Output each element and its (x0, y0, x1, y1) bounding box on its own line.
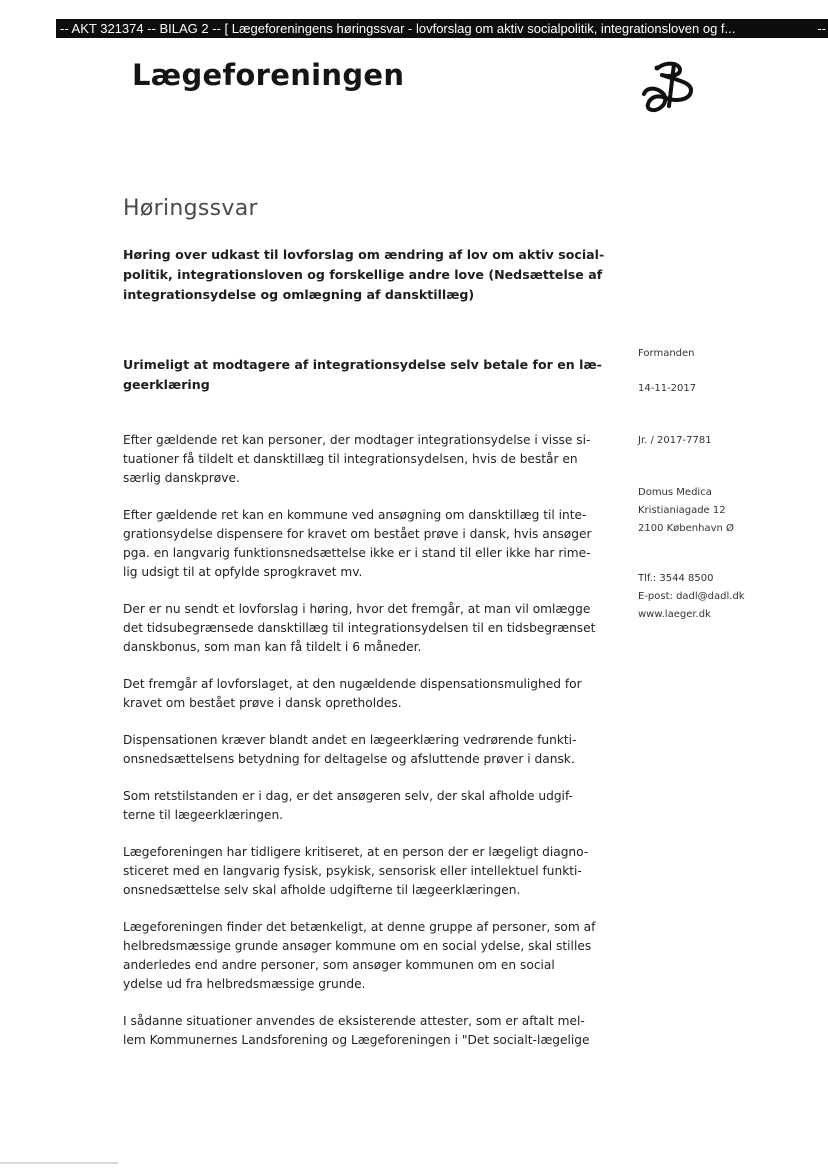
header-bar-text: -- AKT 321374 -- BILAG 2 -- [ Lægeforeningens høringssvar - lovforslag om aktiv socialpolitik, integrationsloven og f... (60, 21, 736, 36)
address-line: 2100 København Ø (638, 523, 734, 534)
text-line: tuationer få tildelt et dansktillæg til integrationsydelsen, hvis de består en (123, 452, 578, 466)
address-block (638, 484, 734, 538)
text-line: lig udsigt til at opfylde sprogkravet mv. (123, 565, 363, 579)
text-line: onsnedsættelsens betydning for deltagelse og afsluttende prøver i dansk. (123, 752, 575, 766)
text-line: I sådanne situationer anvendes de eksisterende attester, som er aftalt mel- (123, 1014, 585, 1028)
text-line: danskbonus, som man kan få tildelt i 6 måneder. (123, 640, 422, 654)
text-line: grationsydelse dispensere for kravet om bestået prøve i dansk, hvis ansøger (123, 527, 592, 541)
paragraph (123, 1012, 593, 1050)
document-header-bar (56, 19, 828, 38)
journal-number: Jr. / 2017-7781 (638, 435, 712, 446)
address-line: Domus Medica (638, 487, 712, 498)
paragraph (123, 918, 596, 994)
subject-line: politik, integrationsloven og forskellige andre love (Nedsættelse af (123, 267, 603, 282)
text-line: pga. en langvarig funktionsnedsættelse ikke er i stand til eller ikke har rime- (123, 546, 591, 560)
text-line: helbredsmæssige grunde ansøger kommune om en social ydelse, skal stilles (123, 939, 592, 953)
header-bar-end: -- (811, 19, 826, 38)
subject-heading (123, 245, 605, 305)
email-address: E-post: dadl@dadl.dk (638, 591, 745, 602)
paragraph (123, 675, 593, 713)
contact-block (638, 570, 745, 624)
snake-staff-logo-icon (636, 58, 698, 114)
paragraph (123, 787, 593, 825)
sender-label: Formanden (638, 348, 695, 359)
text-line: ydelse ud fra helbredsmæssige grunde. (123, 977, 366, 991)
text-line: onsnedsættelse selv skal afholde udgifterne til lægeerklæringen. (123, 883, 521, 897)
phone-number: Tlf.: 3544 8500 (638, 573, 714, 584)
address-line: Kristianiagade 12 (638, 505, 726, 516)
scan-artifact-line (0, 1162, 118, 1164)
text-line: Der er nu sendt et lovforslag i høring, hvor det fremgår, at man vil omlægge (123, 602, 591, 616)
text-line: Lægeforeningen har tidligere kritiseret, at en person der er lægeligt diagno- (123, 845, 589, 859)
text-line: lem Kommunernes Landsforening og Lægeforeningen i "Det socialt-lægelige (123, 1033, 590, 1047)
text-line: anderledes end andre personer, som ansøger kommunen om en social (123, 958, 555, 972)
text-line: særlig danskprøve. (123, 471, 240, 485)
paragraph (123, 506, 593, 582)
text-line: Det fremgår af lovforslaget, at den nugældende dispensationsmulighed for (123, 677, 582, 691)
section-title-line: Urimeligt at modtagere af integrationsydelse selv betale for en læ- (123, 357, 602, 372)
text-line: sticeret med en langvarig fysisk, psykisk, sensorisk eller intellektuel funkti- (123, 864, 582, 878)
organization-logo-text: Lægeforeningen (132, 58, 405, 92)
text-line: Efter gældende ret kan en kommune ved ansøgning om dansktillæg til inte- (123, 508, 587, 522)
subject-line: Høring over udkast til lovforslag om ændring af lov om aktiv social- (123, 247, 605, 262)
page-heading: Høringssvar (123, 196, 258, 221)
text-line: Efter gældende ret kan personer, der modtager integrationsydelse i visse si- (123, 433, 591, 447)
paragraph (123, 431, 593, 488)
website-address: www.laeger.dk (638, 609, 711, 620)
document-date: 14-11-2017 (638, 383, 697, 394)
subject-line: integrationsydelse og omlægning af dansktillæg) (123, 287, 475, 302)
text-line: kravet om bestået prøve i dansk opretholdes. (123, 696, 402, 710)
section-title (123, 355, 602, 395)
paragraph (123, 843, 593, 900)
text-line: terne til lægeerklæringen. (123, 808, 284, 822)
text-line: Lægeforeningen finder det betænkeligt, at denne gruppe af personer, som af (123, 920, 596, 934)
body-text (123, 431, 596, 1068)
text-line: Som retstilstanden er i dag, er det ansøgeren selv, der skal afholde udgif- (123, 789, 573, 803)
paragraph (123, 731, 593, 769)
text-line: Dispensationen kræver blandt andet en lægeerklæring vedrørende funkti- (123, 733, 577, 747)
text-line: det tidsubegrænsede dansktillæg til integrationsydelsen til en tidsbegrænset (123, 621, 596, 635)
section-title-line: geerklæring (123, 377, 210, 392)
paragraph (123, 600, 596, 657)
